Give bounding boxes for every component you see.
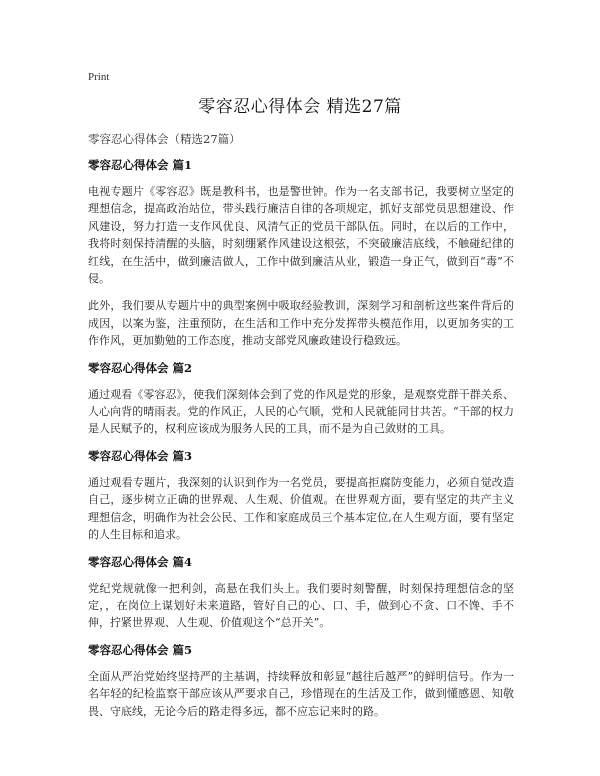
- section-heading: 零容忍心得体会 篇1: [88, 158, 193, 172]
- essay-section-4: [88, 554, 514, 632]
- section-heading: 零容忍心得体会 篇3: [88, 448, 193, 463]
- page-title: 零容忍心得体会 精选27篇: [198, 97, 402, 117]
- section-heading: 零容忍心得体会 篇5: [88, 642, 193, 657]
- section-heading: 零容忍心得体会 篇4: [88, 554, 193, 569]
- paragraph: 电视专题片《零容忍》既是教科书，也是警世钟。作为一名支部书记，我要树立坚定的理想信念，提高政治站位，带头践行廉洁自律的各项规定，抓好支部党员思想建设、作风建设，努力打造一支作风优良、风清气正的党员干部队伍。同时，在以后的工作中，我将时刻保持清醒的头脑，时刻绷紧作风建设这根弦，不突破廉洁底线，不触碰纪律的红线，在生活中，做到廉洁做人，工作中做到廉洁从业，锻造一身正气，做到百“毒”不侵。: [88, 185, 514, 286]
- paragraph: 党纪党规就像一把利剑，高悬在我们头上。我们要时刻警醒，时刻保持理想信念的坚定，，在岗位上谋划好未来道路，管好自己的心、口、手，做到心不贪、口不馋、手不伸，拧紧世界观、人生观、价值观这个“总开关”。: [88, 581, 514, 630]
- paragraph: 此外，我们要从专题片中的典型案例中吸取经验教训，深刻学习和剖析这些案件背后的成因，以案为鉴，注重预防，在生活和工作中充分发挥带头模范作用，以更加务实的工作作风，更加勤勉的工作态度，推动支部党风廉政建设行稳致远。: [88, 299, 514, 348]
- document-body: [88, 157, 514, 730]
- essay-section-2: [88, 360, 514, 438]
- paragraph: 通过观看《零容忍》，使我们深刻体会到了党的作风是党的形象，是观察党群干群关系、人心向背的晴雨表。党的作风正，人民的心气顺，党和人民就能同甘共苦。“干部的权力是人民赋予的，权利应该成为服务人民的工具，而不是为自己敛财的工具。: [88, 387, 514, 436]
- essay-section-1: [88, 157, 514, 350]
- document-subtitle: 零容忍心得体会（精选27篇）: [88, 132, 241, 146]
- paragraph: 通过观看专题片，我深刻的认识到作为一名党员，要提高拒腐防变能力，必须自觉改造自己，逐步树立正确的世界观、人生观、价值观。在世界观方面，要有坚定的共产主义理想信念，明确作为社会公民、工作和家庭成员三个基本定位,在人生观方面，要有坚定的人生目标和追求。: [88, 475, 514, 542]
- paragraph: 全面从严治党始终坚持严的主基调，持续释放和彰显“越往后越严”的鲜明信号。作为一名年轻的纪检监察干部应该从严要求自己，珍惜现在的生活及工作，做到懂感恩、知敬畏、守底线，无论今后的路走得多远，都不应忘记来时的路。: [88, 669, 514, 718]
- print-link[interactable]: Print: [88, 71, 110, 83]
- section-heading: 零容忍心得体会 篇2: [88, 360, 193, 375]
- essay-section-5: [88, 642, 514, 720]
- essay-section-3: [88, 448, 514, 544]
